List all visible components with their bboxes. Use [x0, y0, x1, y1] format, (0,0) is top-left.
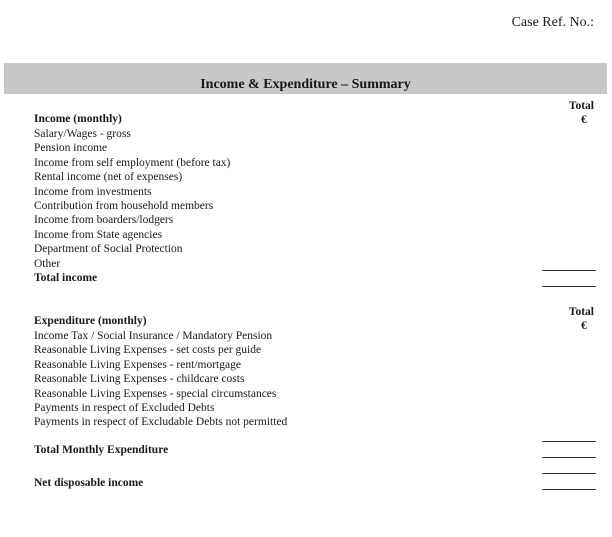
- expenditure-heading: Expenditure (monthly): [34, 315, 147, 327]
- expenditure-item: Payments in respect of Excludable Debts not permitted: [34, 416, 288, 429]
- income-item: Contribution from household members: [34, 200, 214, 213]
- net-disposable-income-line: [542, 489, 596, 490]
- expenditure-total-label: Total: [568, 306, 594, 318]
- income-item: Rental income (net of expenses): [34, 171, 183, 184]
- expenditure-currency-label: €: [581, 320, 587, 332]
- income-currency-label: €: [581, 114, 587, 126]
- income-item: Salary/Wages - gross: [34, 128, 131, 140]
- total-expenditure-label: Total Monthly Expenditure: [34, 444, 169, 456]
- expenditure-item: Reasonable Living Expenses - childcare costs: [34, 373, 245, 386]
- income-item: Income from investments: [34, 185, 152, 198]
- income-item: Income from self employment (before tax): [34, 156, 231, 169]
- expenditure-item: Income Tax / Social Insurance / Mandatory Pension: [34, 330, 273, 342]
- total-expenditure-line: [542, 457, 596, 458]
- case-ref-label: Case Ref. No.:: [511, 15, 594, 30]
- income-item-list: [34, 127, 230, 285]
- total-income-label: Total income: [34, 272, 98, 285]
- income-total-column-header: [554, 99, 594, 127]
- expenditure-item: Payments in respect of Excluded Debts: [34, 402, 215, 415]
- income-item: Income from boarders/lodgers: [34, 214, 174, 227]
- income-heading: Income (monthly): [34, 113, 122, 125]
- income-subtotal-line: [542, 270, 596, 271]
- total-income-line: [542, 286, 596, 287]
- expenditure-item-list: [34, 329, 287, 430]
- summary-title: Income & Expenditure – Summary: [200, 77, 411, 92]
- income-item: Pension income: [34, 142, 108, 155]
- income-item: Department of Social Protection: [34, 243, 183, 256]
- expenditure-subtotal-line: [542, 441, 596, 442]
- expenditure-item: Reasonable Living Expenses - rent/mortgage: [34, 358, 241, 371]
- expenditure-item: Reasonable Living Expenses - special circumstances: [34, 387, 277, 400]
- net-disposable-income-label: Net disposable income: [34, 477, 144, 489]
- expenditure-total-column-header: [554, 305, 594, 333]
- expenditure-item: Reasonable Living Expenses - set costs per guide: [34, 344, 262, 357]
- income-item: Other: [34, 257, 61, 270]
- income-item: Income from State agencies: [34, 228, 163, 241]
- income-total-label: Total: [568, 100, 594, 112]
- net-subtotal-line: [542, 473, 596, 474]
